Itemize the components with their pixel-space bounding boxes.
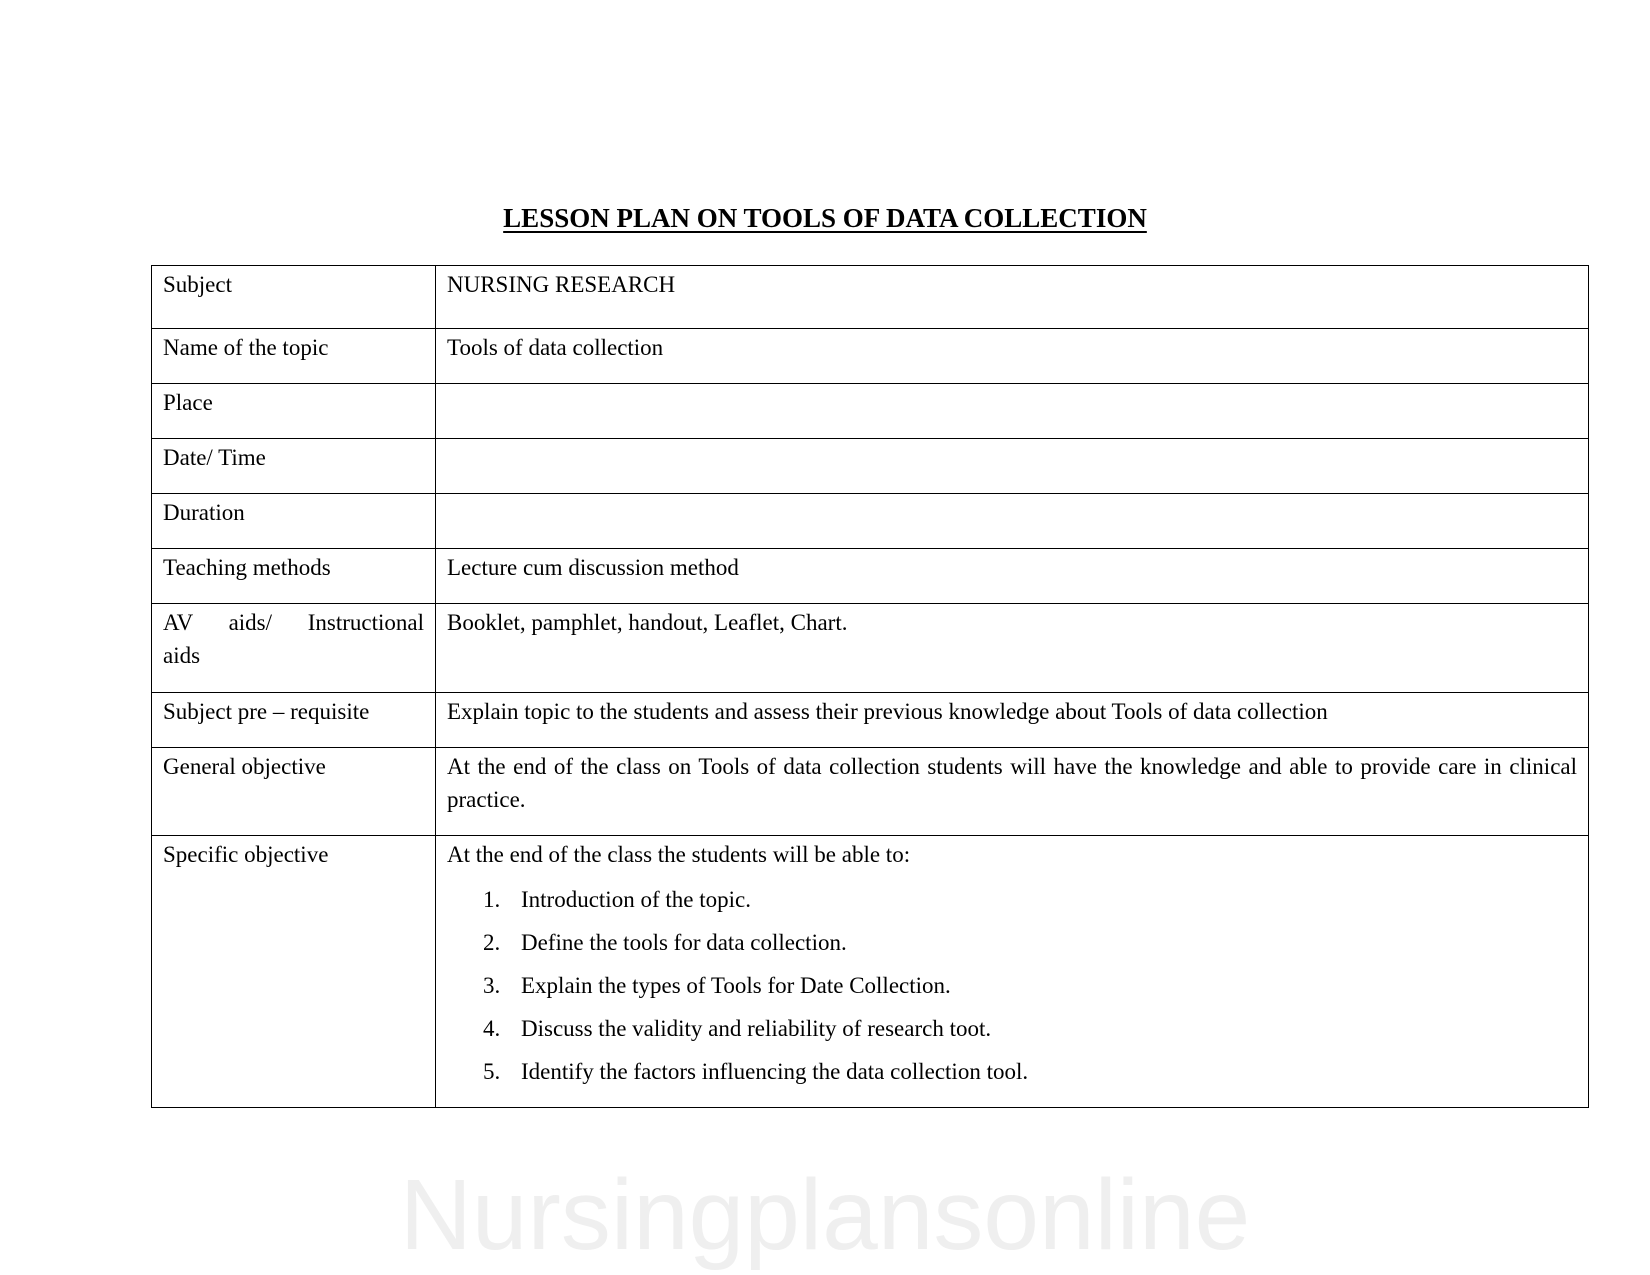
row-value-specific-objective	[436, 836, 1589, 1108]
row-label-methods: Teaching methods	[152, 549, 436, 604]
list-item-text: Introduction of the topic.	[521, 887, 751, 912]
row-label-place: Place	[152, 384, 436, 439]
row-value-datetime	[436, 439, 1589, 494]
list-item-text: Explain the types of Tools for Date Collection.	[521, 973, 951, 998]
list-item	[483, 926, 1577, 969]
list-item	[483, 1055, 1577, 1098]
row-label-av-aids	[152, 604, 436, 693]
row-value-subject: NURSING RESEARCH	[436, 266, 1589, 329]
list-item-number: 1.	[483, 887, 501, 912]
list-item	[483, 1012, 1577, 1055]
row-label-subject: Subject	[152, 266, 436, 329]
list-item-text: Discuss the validity and reliability of research toot.	[521, 1016, 992, 1041]
table-row	[152, 693, 1589, 748]
row-value-av-aids: Booklet, pamphlet, handout, Leaflet, Chart.	[436, 604, 1589, 693]
list-item	[483, 883, 1577, 926]
specific-objective-intro: At the end of the class the students will be able to:	[447, 842, 911, 867]
row-value-prerequisite: Explain topic to the students and assess their previous knowledge about Tools of data collection	[436, 693, 1589, 748]
list-item-text: Identify the factors influencing the data collection tool.	[521, 1059, 1029, 1084]
watermark: Nursingplansonline	[399, 1159, 1251, 1271]
row-value-duration	[436, 494, 1589, 549]
table-row	[152, 494, 1589, 549]
row-label-duration: Duration	[152, 494, 436, 549]
table-row	[152, 329, 1589, 384]
list-item-number: 5.	[483, 1059, 501, 1084]
row-value-place	[436, 384, 1589, 439]
row-label-topic: Name of the topic	[152, 329, 436, 384]
row-label-av-aids-line2: aids	[163, 643, 201, 668]
page-title: LESSON PLAN ON TOOLS OF DATA COLLECTION	[503, 203, 1147, 233]
table-row	[152, 439, 1589, 494]
objectives-list	[447, 883, 1577, 1098]
list-item	[483, 969, 1577, 1012]
list-item-number: 3.	[483, 973, 501, 998]
list-item-number: 2.	[483, 930, 501, 955]
table-row	[152, 604, 1589, 693]
list-item-number: 4.	[483, 1016, 501, 1041]
row-value-methods: Lecture cum discussion method	[436, 549, 1589, 604]
row-value-topic: Tools of data collection	[436, 329, 1589, 384]
table-row	[152, 748, 1589, 836]
row-label-specific-objective: Specific objective	[152, 836, 436, 1108]
row-label-datetime: Date/ Time	[152, 439, 436, 494]
row-value-general-objective: At the end of the class on Tools of data collection students will have the knowledge and able to provide care in clinical practice.	[436, 748, 1589, 836]
row-label-general-objective: General objective	[152, 748, 436, 836]
row-label-av-aids-line1: AV aids/ Instructional	[163, 610, 424, 635]
lesson-plan-table	[151, 265, 1589, 1108]
table-row	[152, 549, 1589, 604]
row-label-prerequisite: Subject pre – requisite	[152, 693, 436, 748]
table-row	[152, 266, 1589, 329]
list-item-text: Define the tools for data collection.	[521, 930, 847, 955]
table-row	[152, 836, 1589, 1108]
table-row	[152, 384, 1589, 439]
